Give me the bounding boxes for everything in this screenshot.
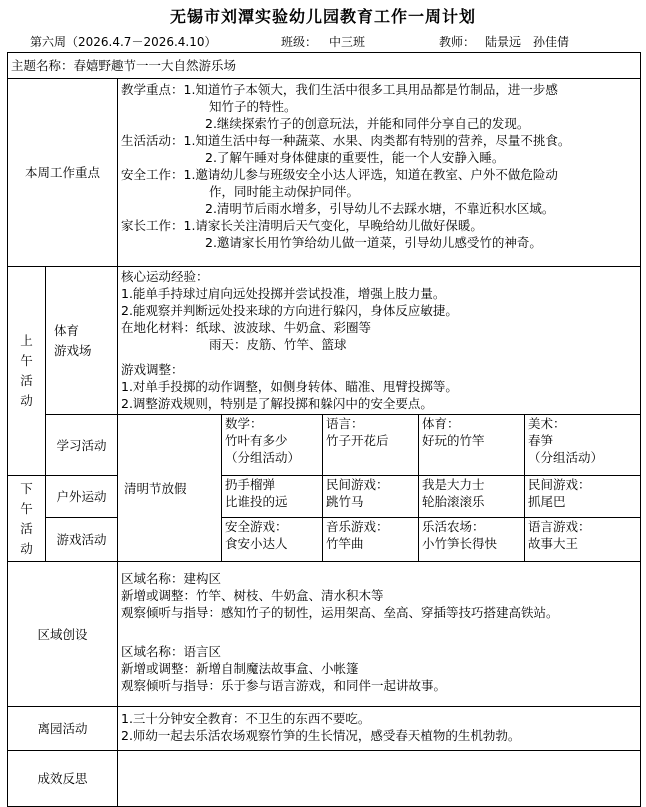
pe-line: 核心运动经验： [121,269,209,284]
theme-name: 主题名称：春嬉野趣节一一大自然游乐场 [8,53,641,79]
outdoor-cell [419,476,525,518]
game-line: 小竹笋长得快 [422,536,498,551]
leave-line: 2.师幼一起去乐活农场观察竹笋的生长情况，感受春天植物的生机勃勃。 [121,728,521,743]
study-subject: 数学： [225,416,263,431]
outdoor-line: 抓尾巴 [528,494,566,509]
game-cell [323,518,419,562]
area-line: 区域名称：建构区 [121,571,222,586]
game-cell [419,518,525,562]
outdoor-line: 比谁投的远 [225,494,288,509]
game-line: 故事大王 [528,536,579,551]
area-line: 新增或调整：新增自制魔法故事盒、小帐篷 [121,661,359,676]
game-line: 语言游戏： [528,519,591,534]
class-label: 班级： [281,35,318,49]
game-line: 乐活农场： [422,519,485,534]
focus-line: 安全工作：1.邀请幼儿参与班级安全小达人评选，知道在教室、户外不做危险动 [121,167,558,182]
focus-line: 教学重点：1.知道竹子本领大，我们生活中很多工具用品都是竹制品，进一步感 [121,82,558,97]
leave-content [118,707,641,751]
outdoor-line: 轮胎滚滚乐 [422,494,485,509]
game-line: 安全游戏： [225,519,288,534]
outdoor-cell [525,476,641,518]
game-line: 音乐游戏： [326,519,389,534]
study-content: 好玩的竹竿 [422,433,485,448]
outdoor-cell [222,476,323,518]
area-label: 区域创设 [8,562,118,707]
focus-line: 2.清明节后雨水增多，引导幼儿不去踩水塘，不靠近积水区域。 [205,201,555,216]
study-content: 竹叶有多少 [225,433,288,448]
study-cell [419,415,525,476]
leave-label: 离园活动 [8,707,118,751]
pe-label: 体育 游戏场 [46,267,118,415]
pe-line: 2.调整游戏规则，特别是了解投掷和躲闪中的安全要点。 [121,396,433,411]
study-note: （分组活动） [528,450,604,465]
area-line: 观察倾听与指导：乐于参与语言游戏，和同伴一起讲故事。 [121,678,447,693]
study-cell [525,415,641,476]
game-cell [222,518,323,562]
focus-line: 生活活动：1.知道生活中每一种蔬菜、水果、肉类都有特别的营养，尽量不挑食。 [121,133,571,148]
study-content: 竹子开花后 [326,433,389,448]
morning-label-text: 上午 活动 [20,333,33,408]
focus-line: 知竹子的特性。 [209,99,297,114]
study-label: 学习活动 [46,415,118,476]
study-cell [323,415,419,476]
reflection-content[interactable] [118,751,641,807]
area-content [118,562,641,707]
pe-line: 雨天：皮筋、竹竿、篮球 [209,337,347,352]
reflection-label: 成效反思 [8,751,118,807]
study-subject: 语言： [326,416,364,431]
focus-line: 2.了解午睡对身体健康的重要性，能一个人安静入睡。 [205,150,505,165]
study-content: 春笋 [528,433,554,448]
outdoor-label: 户外运动 [46,476,118,518]
outdoor-line: 我是大力士 [422,477,485,492]
outdoor-line: 民间游戏： [326,477,389,492]
teacher-value: 陆景远 孙佳倩 [485,35,570,49]
outdoor-cell [323,476,419,518]
page-title: 无锡市刘潭实验幼儿园教育工作一周计划 [169,7,476,26]
game-label: 游戏活动 [46,518,118,562]
focus-line: 2.邀请家长用竹笋给幼儿做一道菜，引导幼儿感受竹的神奇。 [205,235,542,250]
area-line: 区域名称：语言区 [121,644,222,659]
pe-content [118,267,641,415]
leave-line: 1.三十分钟安全教育：不卫生的东西不要吃。 [121,711,371,726]
pe-line: 游戏调整： [121,362,184,377]
week-info: 第六周（2026.4.7－2026.4.10） [30,35,217,49]
holiday-cell: 清明节放假 [118,415,222,562]
morning-label [8,267,46,476]
outdoor-line: 扔手榴弹 [225,477,276,492]
area-line: 新增或调整：竹竿、树枝、牛奶盒、清水积木等 [121,588,384,603]
pe-line: 1.对单手投掷的动作调整，如侧身转体、瞄准、甩臂投掷等。 [121,379,458,394]
study-cell [222,415,323,476]
pe-line: 1.能单手持球过肩向远处投掷并尝试投准，增强上肢力量。 [121,286,446,301]
focus-line: 2.继续探索竹子的创意玩法，并能和同伴分享自己的发现。 [205,116,530,131]
pe-line: 2.能观察并判断远处投来球的方向进行躲闪，身体反应敏捷。 [121,303,458,318]
focus-line: 作，同时能主动保护同伴。 [209,184,360,199]
class-value: 中三班 [329,35,366,49]
study-subject: 美术： [528,416,566,431]
outdoor-line: 民间游戏： [528,477,591,492]
study-subject: 体育： [422,416,460,431]
outdoor-line: 跳竹马 [326,494,364,509]
game-line: 食安小达人 [225,536,288,551]
game-cell [525,518,641,562]
weekly-plan-table [7,52,641,807]
teacher-label: 教师： [439,35,476,49]
focus-content [118,79,641,267]
focus-line: 家长工作：1.请家长关注清明后天气变化，早晚给幼儿做好保暖。 [121,218,483,233]
afternoon-label-text: 下午 活动 [20,480,33,556]
pe-line: 在地化材料：纸球、波波球、牛奶盒、彩圈等 [121,320,372,335]
study-note: （分组活动） [225,450,301,465]
focus-label: 本周工作重点 [8,79,118,267]
area-line: 观察倾听与指导：感知竹子的韧性，运用架高、垒高、穿插等技巧搭建高铁站。 [121,605,559,620]
game-line: 竹竿曲 [326,536,364,551]
afternoon-label [8,476,46,562]
